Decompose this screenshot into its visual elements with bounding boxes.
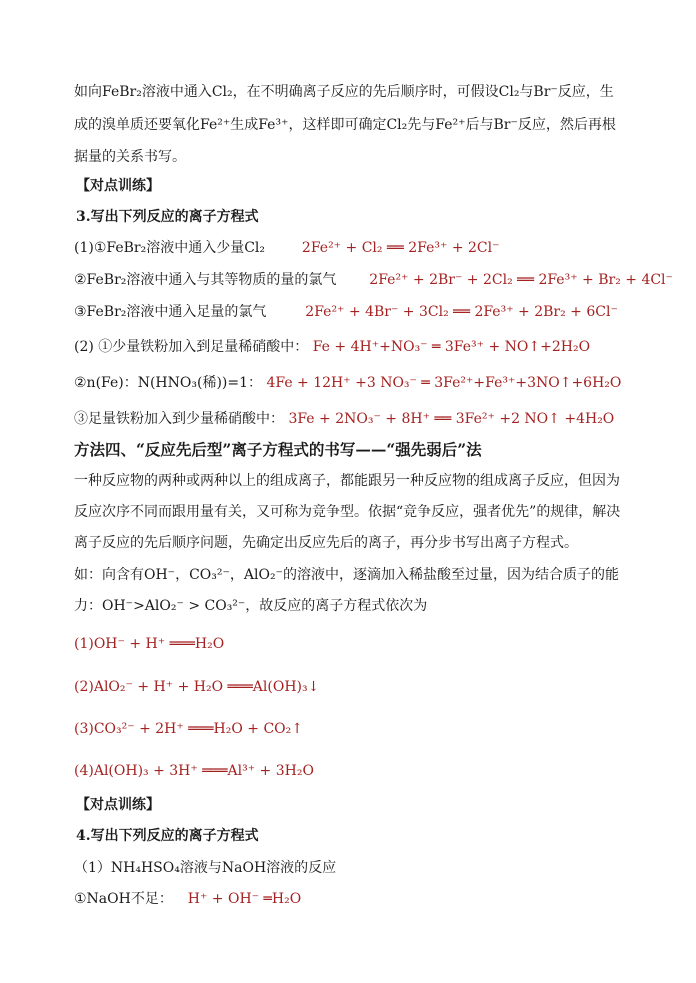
exercise-title: 4.写出下列反应的离子方程式 [76,828,259,844]
intro-line-2: 成的溴单质还要氧化Fe²⁺生成Fe³⁺，这样即可确定Cl₂先与Fe²⁺后与Br⁻反应，然后再根 [74,117,616,133]
exercise-item [74,270,673,290]
method-line-4: 如：向含有OH⁻，CO₃²⁻，AlO₂⁻的溶液中，逐滴加入稀盐酸至过量，因为结合质子的能 [74,567,619,583]
intro-line-3: 据量的关系书写。 [74,149,186,165]
method-line-2: 反应次序不同而跟用量有关，又可称为竞争型。依据“竞争反应，强者优先”的规律，解决 [74,504,621,520]
method-line-5: 力：OH⁻>AlO₂⁻ > CO₃²⁻，故反应的离子方程式依次为 [74,598,428,614]
item-label: ②FeBr₂溶液中通入与其等物质的量的氯气 [74,272,337,288]
reaction-equation: (4)Al(OH)₃ + 3H⁺ ═══Al³⁺ + 3H₂O [74,763,314,779]
method-line-1: 一种反应物的两种或两种以上的组成离子，都能跟另一种反应物的组成离子反应，但因为 [74,473,620,489]
method-line-3: 离子反应的先后顺序问题，先确定出反应先后的离子，再分步书写出离子方程式。 [74,535,578,551]
exercise-title: 3.写出下列反应的离子方程式 [76,209,259,225]
item-equation: 2Fe²⁺ + 4Br⁻ + 3Cl₂ ══ 2Fe³⁺ + 2Br₂ + 6Cl⁻ [305,304,618,320]
practice-heading: 【对点训练】 [76,178,160,194]
item-label: ②n(Fe)：N(HNO₃(稀))=1： [74,375,263,391]
item-equation: 4Fe + 12H⁺ +3 NO₃⁻ ═ 3Fe²⁺+Fe³⁺+3NO↑+6H₂O [266,375,622,391]
reaction-equation: (1)OH⁻ + H⁺ ═══H₂O [74,636,225,652]
exercise-item [74,373,621,393]
item-label: ③FeBr₂溶液中通入足量的氯气 [74,304,267,320]
item-equation: 3Fe + 2NO₃⁻ + 8H⁺ ══ 3Fe²⁺ +2 NO↑ +4H₂O [288,411,615,427]
item-label: (2) ①少量铁粉加入到足量稀硝酸中： [74,339,309,355]
item-label: ①NaOH不足： [74,891,173,907]
item-equation: H⁺ + OH⁻ ═H₂O [187,891,302,907]
reaction-equation: (2)AlO₂⁻ + H⁺ + H₂O ═══Al(OH)₃↓ [74,679,320,695]
item-equation: 2Fe²⁺ + Cl₂ ══ 2Fe³⁺ + 2Cl⁻ [301,240,500,256]
exercise-item [74,238,500,258]
intro-line-1: 如向FeBr₂溶液中通入Cl₂，在不明确离子反应的先后顺序时，可假设Cl₂与Br⁻反应，生 [74,84,614,100]
exercise-item [74,889,301,909]
practice-heading: 【对点训练】 [76,797,160,813]
item-equation: Fe + 4H⁺+NO₃⁻ ═ 3Fe³⁺ + NO↑+2H₂O [312,339,591,355]
item-equation: 2Fe²⁺ + 2Br⁻ + 2Cl₂ ══ 2Fe³⁺ + Br₂ + 4Cl⁻ [369,272,673,288]
item-label: ③足量铁粉加入到少量稀硝酸中： [74,411,284,427]
exercise-item [74,409,614,429]
exercise-item [74,302,618,322]
item-label: (1)①FeBr₂溶液中通入少量Cl₂ [74,240,266,256]
exercise-item: （1）NH₄HSO₄溶液与NaOH溶液的反应 [74,860,337,876]
method-title: 方法四、“反应先后型”离子方程式的书写——“强先弱后”法 [74,440,482,459]
reaction-equation: (3)CO₃²⁻ + 2H⁺ ═══H₂O + CO₂↑ [74,721,303,737]
exercise-item [74,337,590,357]
